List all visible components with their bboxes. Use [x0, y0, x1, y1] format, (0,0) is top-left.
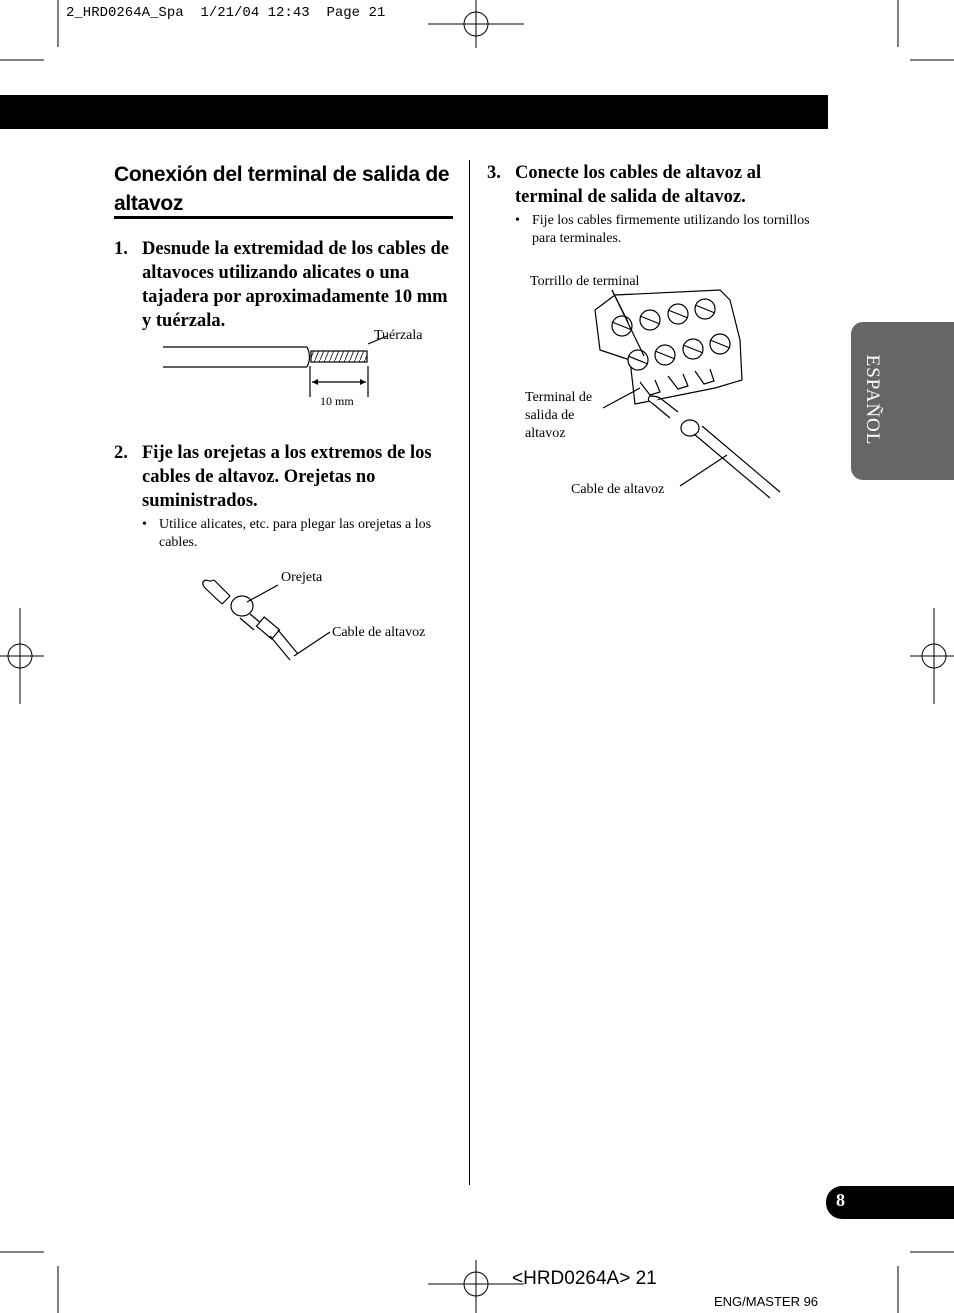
step-number: 2.	[114, 443, 128, 463]
footer-code: <HRD0264A> 21	[512, 1268, 657, 1289]
page-number-badge	[826, 1186, 954, 1219]
step-text: Fije las orejetas a los extremos de los cables de altavoz. Orejetas no suministrados.	[142, 443, 432, 511]
footer-master: ENG/MASTER 96	[714, 1294, 819, 1309]
speaker-cable-label: Cable de altavoz	[571, 482, 665, 497]
step-number: 3.	[487, 163, 501, 183]
cable-label: Cable de altavoz	[332, 625, 426, 640]
language-tab-label: ESPAÑOL	[862, 354, 883, 446]
twist-label: Tuérzala	[374, 328, 423, 343]
step-text: Conecte los cables de altavoz al terminal de salida de altavoz.	[515, 163, 762, 207]
screw-label: Torrillo de terminal	[530, 274, 640, 289]
print-slug: 2_HRD0264A_Spa 1/21/04 12:43 Page 21	[66, 5, 386, 21]
section-title: Conexión del terminal de salida de altavoz	[114, 163, 450, 215]
page-number: 8	[836, 1190, 845, 1210]
bullet-text: Fije los cables firmemente utilizando los tornillos para terminales.	[532, 213, 810, 246]
step-text: Desnude la extremidad de los cables de altavoces utilizando alicates o una tajadera por aproximadamente 10 mm y tuérzala.	[142, 239, 449, 331]
dimension-label: 10 mm	[320, 394, 354, 408]
lug-label: Orejeta	[281, 570, 323, 585]
terminal-label: Terminal de salida de altavoz	[525, 390, 593, 441]
bullet-text: Utilice alicates, etc. para plegar las orejetas a los cables.	[159, 517, 432, 550]
step-number: 1.	[114, 239, 128, 259]
